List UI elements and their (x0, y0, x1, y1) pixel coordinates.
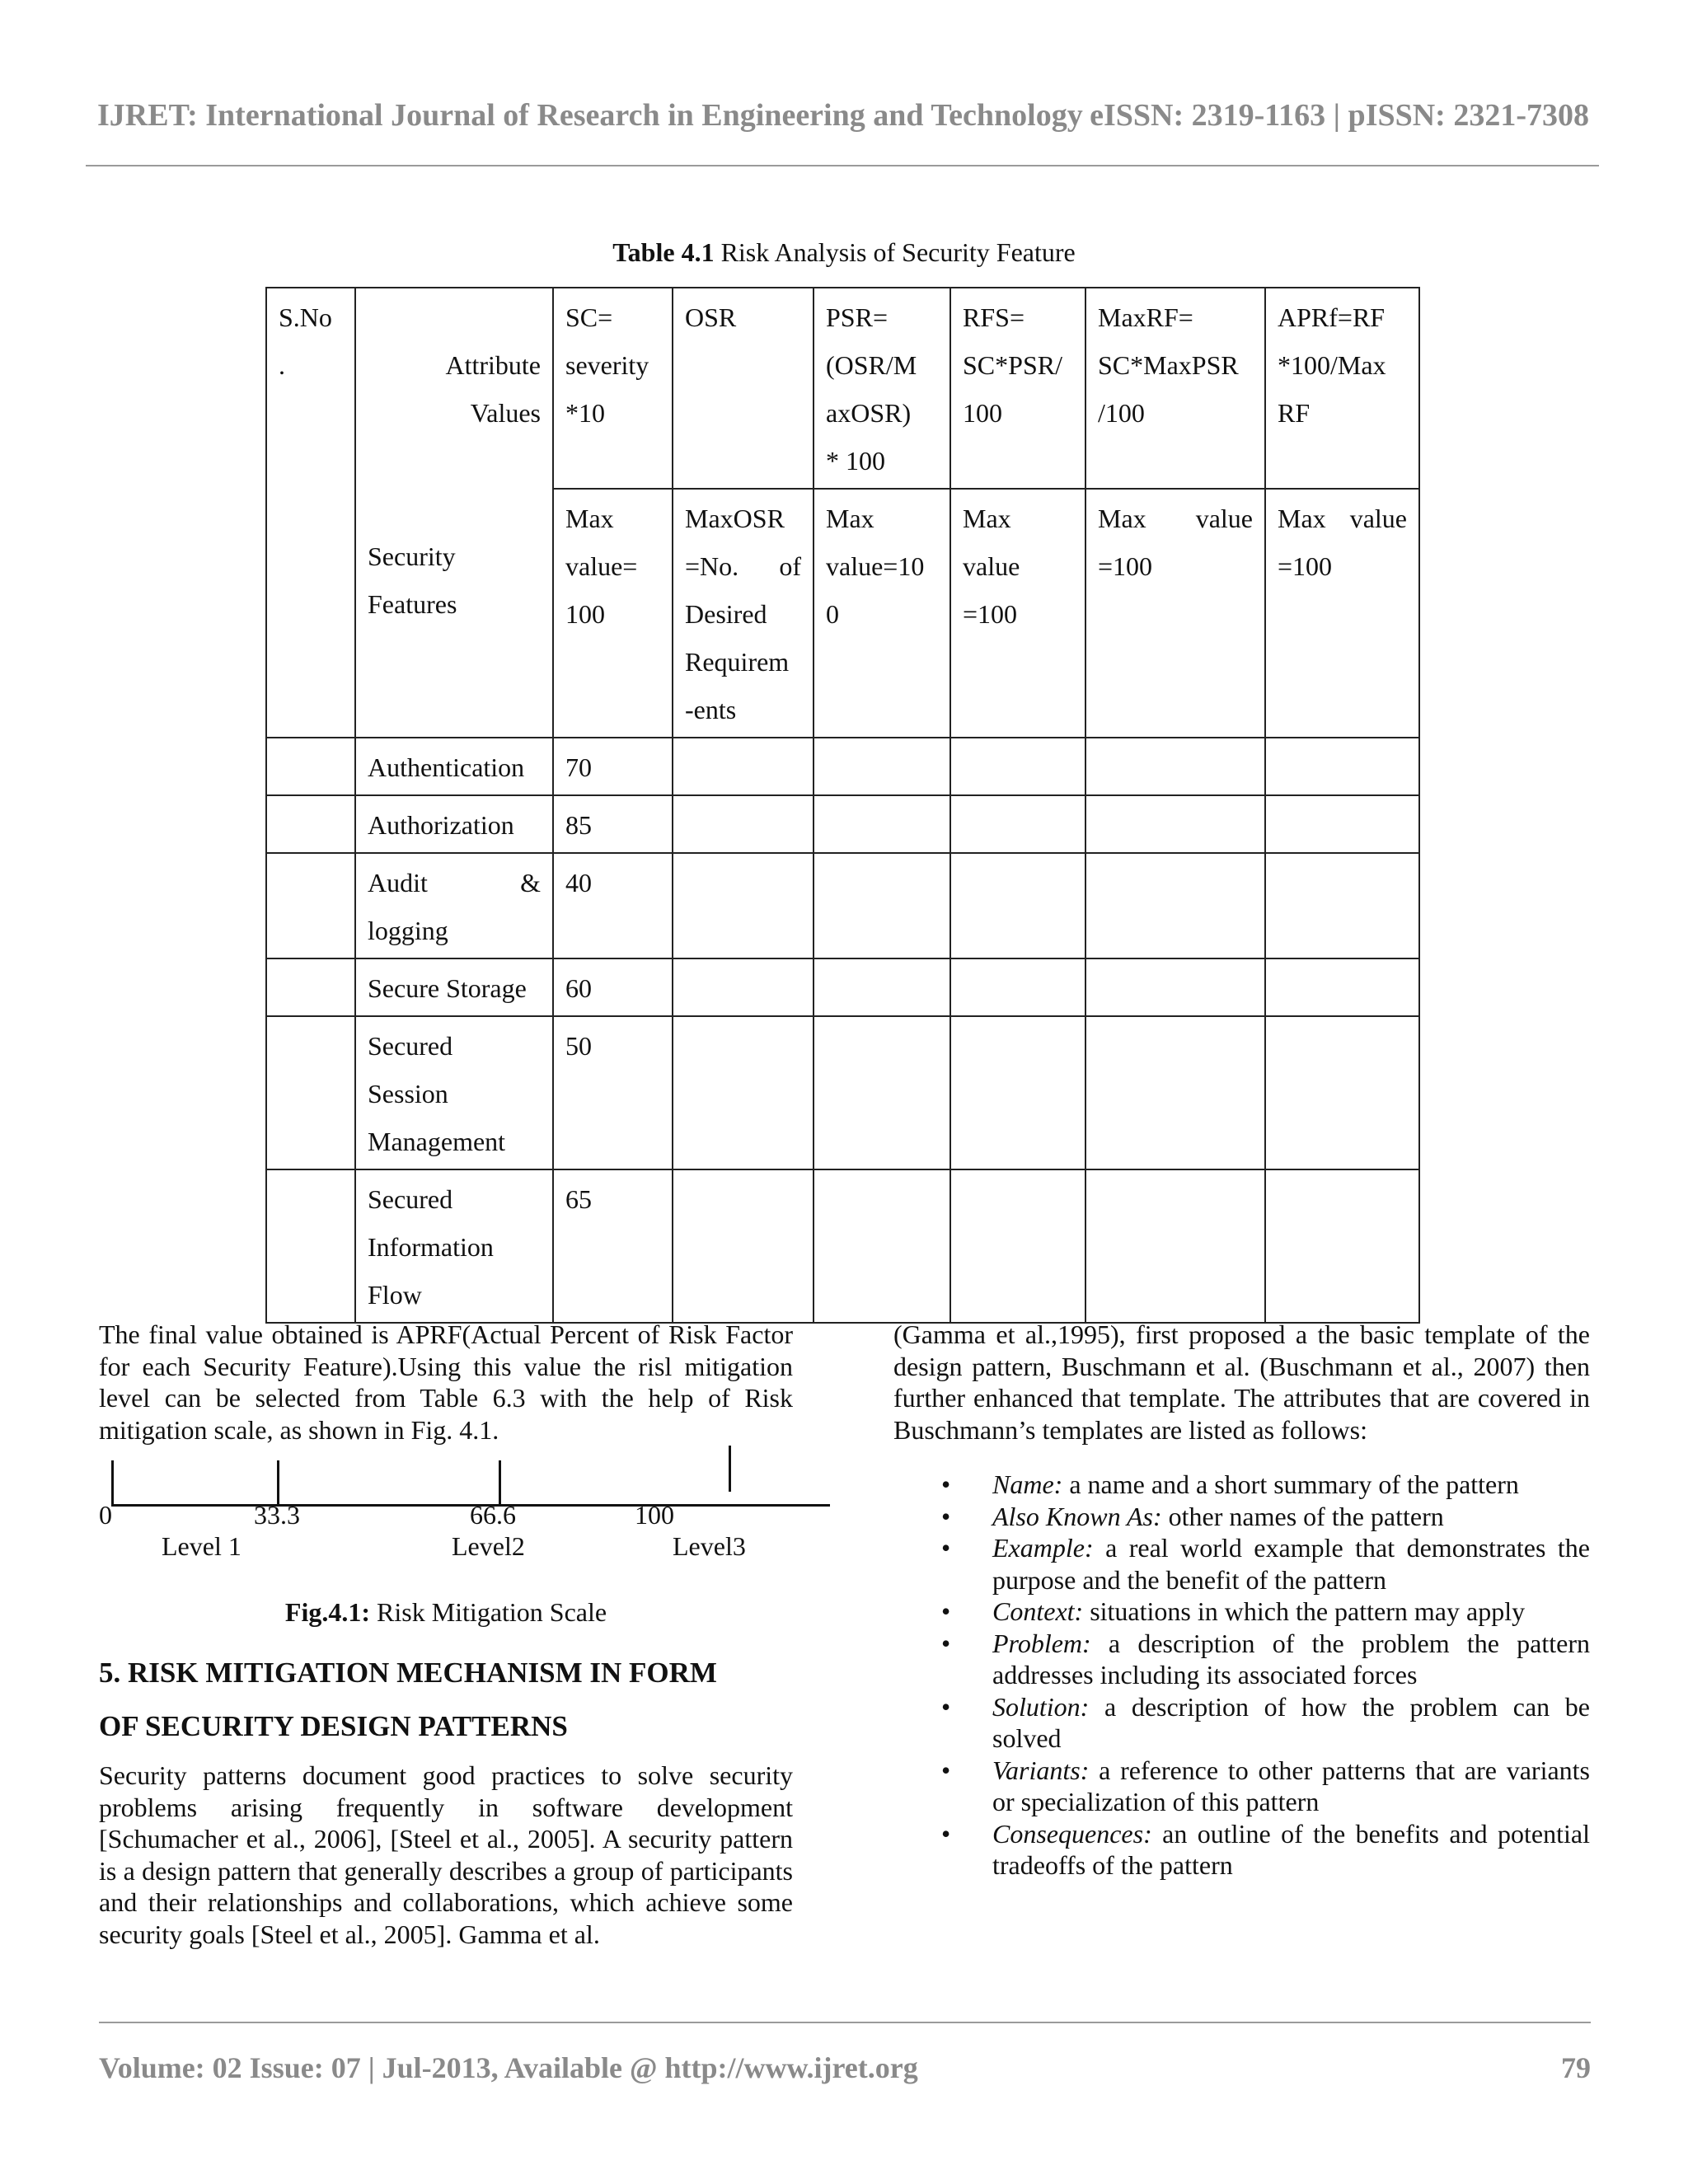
table-row (266, 853, 1419, 958)
table-caption-text: Risk Analysis of Security Feature (714, 237, 1076, 267)
template-attribute-list (893, 1469, 1590, 1882)
scale-level-2: Level2 (452, 1531, 525, 1561)
feature-cell: Secure Storage (355, 958, 553, 1016)
header-osr: OSR (673, 288, 814, 489)
max-aprf: Max value =100 (1265, 489, 1419, 738)
footer-rule (99, 2022, 1591, 2023)
table-row (266, 1169, 1419, 1323)
scale-label-33: 33.3 (254, 1500, 300, 1530)
list-item: • Context: situations in which the pattern may apply (941, 1596, 1526, 1626)
max-psr: Max value=10 0 (814, 489, 950, 738)
running-header (97, 97, 1589, 134)
header-psr: PSR= (OSR/M axOSR) * 100 (814, 288, 950, 489)
journal-title: IJRET: International Journal of Research in Engineering and Technology (97, 98, 1083, 133)
feature-cell: Authentication (355, 738, 553, 795)
list-item: • Example: a real world example that demonstrates the purpose and the benefit of the pattern (941, 1533, 1590, 1595)
scale-level-3: Level3 (673, 1531, 746, 1561)
feature-cell: Secured Session Management (355, 1016, 553, 1169)
header-security-line2: Features (368, 589, 457, 619)
scale-label-100: 100 (635, 1500, 674, 1530)
footer-volume: Volume: 02 Issue: 07 | Jul-2013, Available @ http://www.ijret.org (99, 2051, 918, 2084)
max-sc: Max value= 100 (553, 489, 673, 738)
header-rule (86, 165, 1599, 166)
table-header-row (266, 288, 1419, 489)
running-footer (99, 2050, 1591, 2085)
sc-cell: 70 (553, 738, 673, 795)
sc-cell: 50 (553, 1016, 673, 1169)
list-item: • Variants: a reference to other patterns that are variants or specialization of this pattern (941, 1755, 1590, 1816)
sc-cell: 40 (553, 853, 673, 958)
scale-label-0: 0 (99, 1500, 112, 1530)
header-attribute (355, 288, 553, 738)
figure-caption (99, 1597, 793, 1628)
template-paragraph: (Gamma et al.,1995), first proposed a the basic template of the design pattern, Buschmann et al. (Buschmann et al., 2007) then further enhanced that template. The attributes that are covered in Buschmann’s templates are listed as follows: (893, 1319, 1590, 1445)
scale-level-1: Level 1 (162, 1531, 241, 1561)
section-heading-line1: 5. RISK MITIGATION MECHANISM IN FORM (99, 1657, 717, 1689)
feature-cell: Authorization (355, 795, 553, 853)
table-caption-label: Table 4.1 (612, 237, 715, 267)
issn-info: eISSN: 2319-1163 | pISSN: 2321-7308 (1090, 98, 1589, 133)
figure-caption-label: Fig.4.1: (284, 1597, 370, 1627)
table-row (266, 958, 1419, 1016)
header-sc: SC= severity *10 (553, 288, 673, 489)
header-sno: S.No . (266, 288, 355, 738)
header-maxrf: MaxRF= SC*MaxPSR /100 (1085, 288, 1265, 489)
feature-cell: Audit & logging (355, 853, 553, 958)
table-row (266, 738, 1419, 795)
security-patterns-paragraph: Security patterns document good practices to solve security problems arising frequently in software development [Schumacher et al., 2006], [Steel et al., 2005]. A security pattern is a design pattern that generally describes a group of participants and their relationships and collaborations, which achieve some security goals [Steel et al., 2005]. Gamma et al. (99, 1760, 793, 1949)
header-attribute-line1: Attribute (445, 350, 541, 380)
feature-cell: Secured Information Flow (355, 1169, 553, 1323)
table-row (266, 1016, 1419, 1169)
risk-analysis-table (265, 287, 1420, 1324)
sc-cell: 85 (553, 795, 673, 853)
aprf-paragraph: The final value obtained is APRF(Actual Percent of Risk Factor for each Security Feature).Using this value the risl mitigation level can be selected from Table 6.3 with the help of Risk mitigation scale, as shown in Fig. 4.1. (99, 1319, 793, 1445)
figure-caption-text: Risk Mitigation Scale (370, 1597, 607, 1627)
page-number: 79 (1561, 2051, 1591, 2084)
header-aprf: APRf=RF *100/Max RF (1265, 288, 1419, 489)
table-row (266, 795, 1419, 853)
list-item: • Name: a name and a short summary of the pattern (941, 1469, 1519, 1499)
list-item: • Problem: a description of the problem the pattern addresses including its associated forces (941, 1628, 1590, 1690)
risk-mitigation-scale (99, 1446, 808, 1577)
header-rfs: RFS= SC*PSR/ 100 (950, 288, 1085, 489)
sc-cell: 60 (553, 958, 673, 1016)
header-attribute-line2: Values (470, 398, 541, 428)
table-caption (0, 237, 1688, 268)
max-rfs: Max value =100 (950, 489, 1085, 738)
max-osr: MaxOSR =No. of Desired Requirem -ents (673, 489, 814, 738)
section-heading-line2: OF SECURITY DESIGN PATTERNS (99, 1710, 568, 1742)
list-item: • Consequences: an outline of the benefits and potential tradeoffs of the pattern (941, 1818, 1590, 1880)
sc-cell: 65 (553, 1169, 673, 1323)
scale-tick-100 (729, 1446, 731, 1492)
list-item: • Also Known As: other names of the pattern (941, 1501, 1444, 1531)
header-security-line1: Security (368, 541, 456, 571)
list-item: • Solution: a description of how the problem can be solved (941, 1691, 1590, 1753)
max-maxrf: Max value =100 (1085, 489, 1265, 738)
scale-label-66: 66.6 (470, 1500, 516, 1530)
